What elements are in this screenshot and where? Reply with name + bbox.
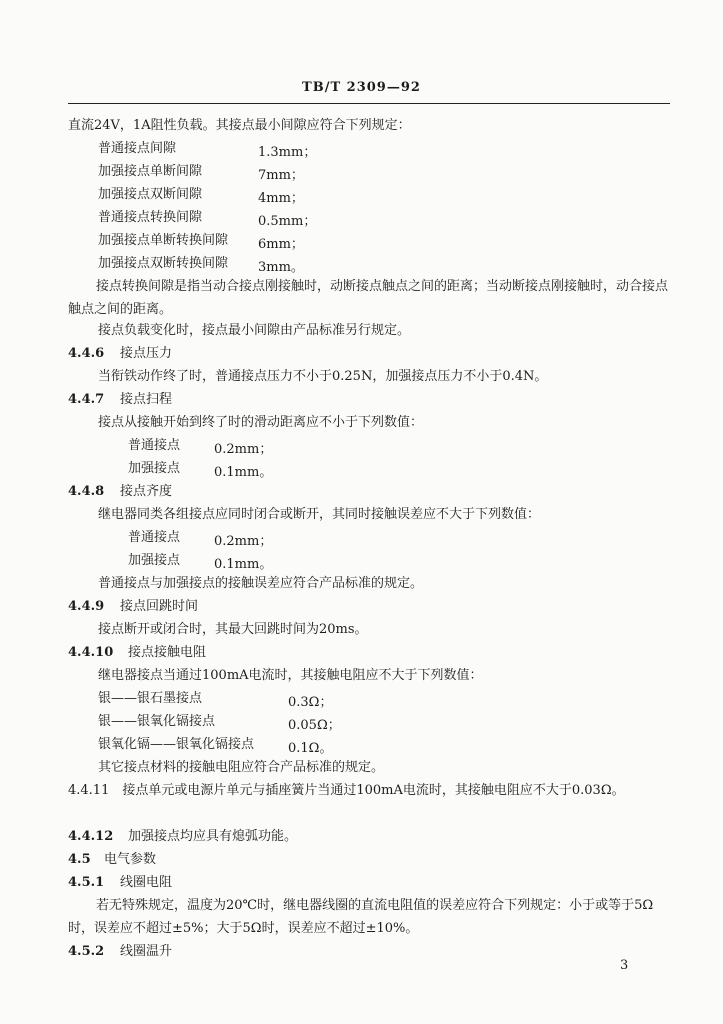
- gap-label: 普通接点转换间隙: [98, 210, 203, 225]
- section-title: 电气参数: [104, 852, 157, 867]
- intro-paragraph: 直流24V，1A阻性负载。其接点最小间隙应符合下列规定：: [68, 118, 411, 133]
- paragraph: 接点从接触开始到终了时的滑动距离应不小于下列数值：: [98, 415, 424, 430]
- list-label: 银——银氧化镉接点: [98, 714, 216, 729]
- section-number: 4.4.12: [68, 829, 114, 844]
- transfer-paragraph: 接点转换间隙是指当动合接点刚接触时，动断接点触点之间的距离；当动断接点刚接触时，动合接点触点之间的距离。: [68, 279, 669, 317]
- header-rule: [68, 103, 670, 104]
- section-title: 接点接触电阻: [128, 645, 207, 660]
- gap-value: 4mm；: [258, 191, 304, 206]
- list-value: 0.1mm。: [214, 557, 273, 572]
- gap-value: 3mm。: [258, 260, 304, 275]
- paragraph: 接点断开或闭合时，其最大回跳时间为20ms。: [98, 622, 368, 637]
- paragraph: 其它接点材料的接触电阻应符合产品标准的规定。: [98, 760, 385, 775]
- list-value: 0.2mm；: [214, 442, 273, 457]
- section-number: 4.4.6: [68, 346, 105, 361]
- list-value: 0.05Ω；: [288, 718, 341, 733]
- gap-label: 加强接点双断转换间隙: [98, 256, 229, 271]
- section-number: 4.5.1: [68, 875, 105, 890]
- list-label: 银氧化镉——银氧化镉接点: [98, 737, 255, 752]
- list-label: 加强接点: [128, 461, 181, 476]
- paragraph: 继电器同类各组接点应同时闭合或断开，其同时接触误差应不大于下列数值：: [98, 507, 541, 522]
- section-number: 4.5.2: [68, 944, 105, 959]
- page-header: TB/T 2309—92: [302, 80, 421, 95]
- section-title: 接点齐度: [120, 484, 173, 499]
- section-number: 4.4.7: [68, 392, 105, 407]
- list-value: 0.1Ω。: [288, 741, 333, 756]
- section-title: 接点扫程: [120, 392, 173, 407]
- list-label: 银——银石墨接点: [98, 691, 203, 706]
- gap-value: 0.5mm；: [258, 214, 317, 229]
- list-label: 普通接点: [128, 438, 181, 453]
- paragraph: 当衔铁动作终了时，普通接点压力不小于0.25N，加强接点压力不小于0.4N。: [98, 369, 548, 384]
- load-paragraph: 接点负载变化时，接点最小间隙由产品标准另行规定。: [98, 323, 411, 338]
- gap-value: 1.3mm；: [258, 145, 317, 160]
- gap-value: 7mm；: [258, 168, 304, 183]
- section-title: 接点回跳时间: [120, 599, 199, 614]
- section-title: 线圈电阻: [120, 875, 173, 890]
- gap-label: 加强接点单断间隙: [98, 164, 203, 179]
- section-number: 4.4.8: [68, 484, 105, 499]
- paragraph: 若无特殊规定，温度为20℃时，继电器线圈的直流电阻值的误差应符合下列规定：小于或等于5Ω时，误差应不超过±5%；大于5Ω时，误差应不超过±10%。: [68, 898, 654, 936]
- list-value: 0.3Ω；: [288, 695, 333, 710]
- paragraph-4-4-11: 4.4.11 接点单元或电源片单元与插座簧片当通过100mA电流时，其接触电阻应不大于0.03Ω。: [68, 783, 625, 798]
- list-value: 0.2mm；: [214, 534, 273, 549]
- list-label: 加强接点: [128, 553, 181, 568]
- section-title: 线圈温升: [120, 944, 173, 959]
- gap-value: 6mm；: [258, 237, 304, 252]
- page-number: 3: [620, 958, 629, 973]
- paragraph: 继电器接点当通过100mA电流时，其接触电阻应不大于下列数值：: [98, 668, 483, 683]
- list-value: 0.1mm。: [214, 465, 273, 480]
- gap-label: 普通接点间隙: [98, 141, 177, 156]
- paragraph: 普通接点与加强接点的接触误差应符合产品标准的规定。: [98, 576, 424, 591]
- list-label: 普通接点: [128, 530, 181, 545]
- section-number: 4.5: [68, 852, 91, 867]
- section-title: 接点压力: [120, 346, 173, 361]
- gap-label: 加强接点单断转换间隙: [98, 233, 229, 248]
- section-number: 4.4.9: [68, 599, 105, 614]
- section-number: 4.4.10: [68, 645, 114, 660]
- gap-label: 加强接点双断间隙: [98, 187, 203, 202]
- section-title: 加强接点均应具有熄弧功能。: [128, 829, 298, 844]
